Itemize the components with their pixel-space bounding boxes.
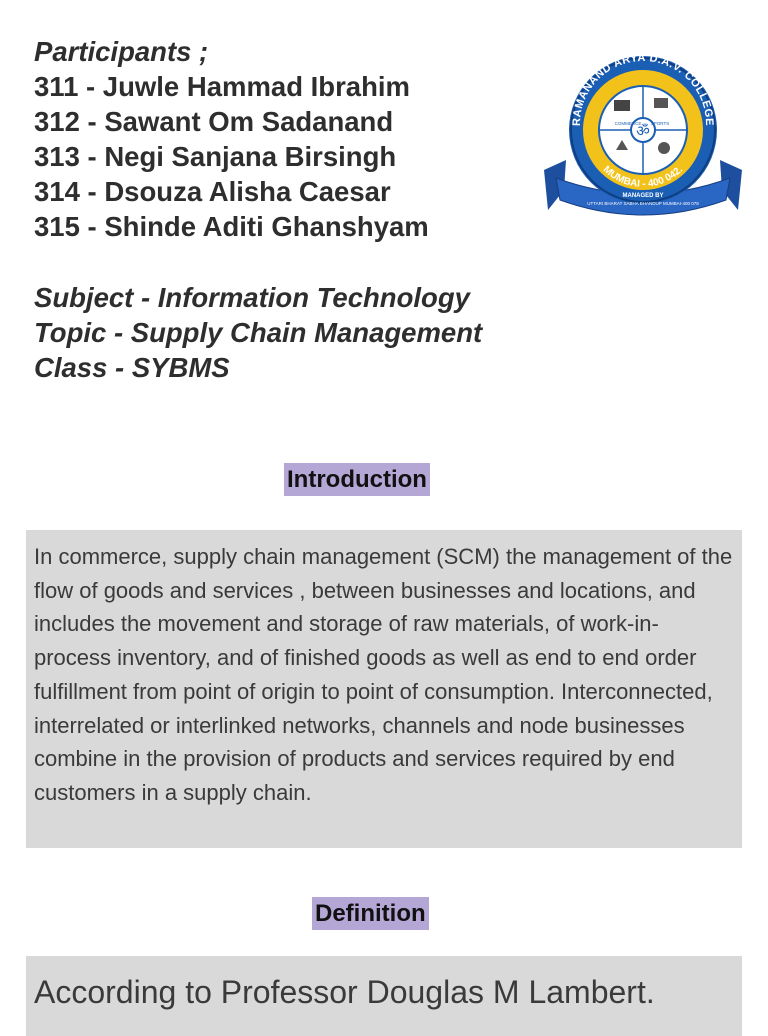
participant-item: 314 - Dsouza Alisha Caesar: [34, 176, 391, 207]
subject-line: Subject - Information Technology: [34, 282, 470, 313]
introduction-text: In commerce, supply chain management (SCM) the management of the flow of goods and services , between businesses and locations, and includes the movement and storage of raw materials, of work-in-process inventory, and of finished goods as well as end to end order fulfillment from point of origin to point of consumption. Interconnected, interrelated or interlinked networks, channels and node businesses combine in the provision of products and services required by end customers in a supply chain.: [34, 544, 733, 805]
svg-text:COMMERCE: COMMERCE: [614, 121, 642, 126]
topic-line: Topic - Supply Chain Management: [34, 317, 483, 348]
college-logo: [540, 50, 746, 220]
participant-item: 313 - Negi Sanjana Birsingh: [34, 141, 397, 172]
participants-heading: Participants ;: [34, 36, 209, 67]
svg-text:RAMANAND ARYA D.A.V. COLLEGE: RAMANAND ARYA D.A.V. COLLEGE: [570, 51, 716, 127]
introduction-heading: Introduction: [284, 463, 430, 496]
participant-item: 311 - Juwle Hammad Ibrahim: [34, 71, 410, 102]
definition-heading: Definition: [312, 897, 429, 930]
course-meta: [34, 280, 594, 385]
participant-item: 312 - Sawant Om Sadanand: [34, 106, 394, 137]
college-seal-text: [540, 50, 746, 220]
svg-text:MANAGED BY: MANAGED BY: [622, 193, 664, 199]
definition-text: According to Professor Douglas M Lambert.: [34, 974, 655, 1010]
svg-text:ॐ: ॐ: [636, 122, 650, 140]
svg-text:SPORTS: SPORTS: [650, 121, 670, 126]
svg-text:UTTARI BHARAT SABHA BHANDUP MU: UTTARI BHARAT SABHA BHANDUP MUMBAI-400 078: [587, 201, 699, 206]
class-line: Class - SYBMS: [34, 352, 230, 383]
participants-block: [34, 34, 534, 244]
participant-item: 315 - Shinde Aditi Ghanshyam: [34, 211, 429, 242]
introduction-box: [26, 530, 742, 848]
definition-box: [26, 956, 742, 1036]
svg-text:MUMBAI - 400 042.: MUMBAI - 400 042.: [600, 164, 686, 190]
